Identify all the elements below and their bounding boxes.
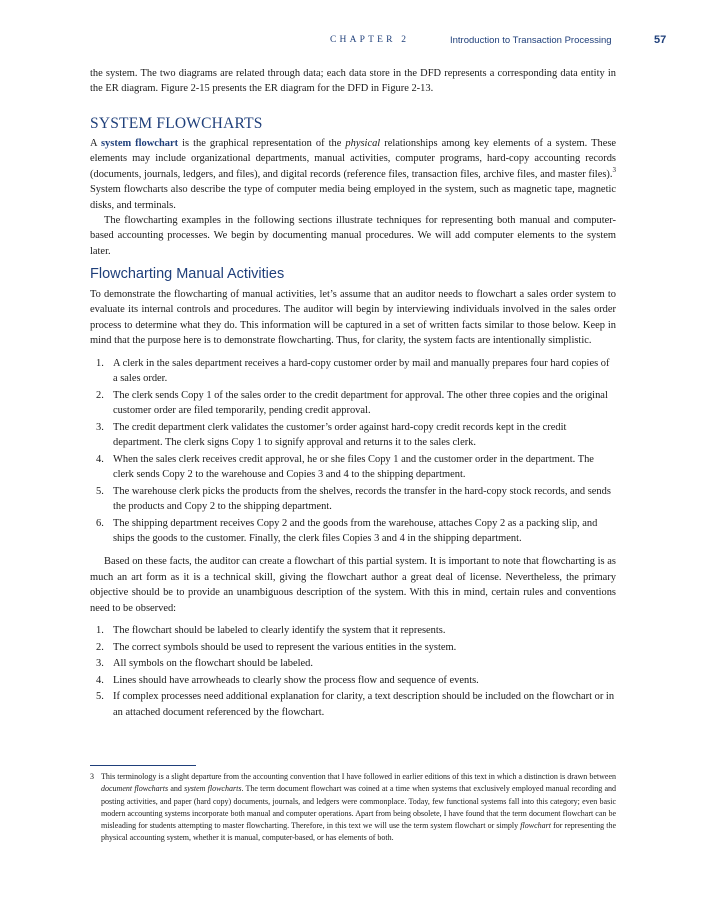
section-body (90, 136, 616, 259)
running-header (0, 35, 719, 51)
subsection-paragraph-2: Based on these facts, the auditor can create a flowchart of this partial system. It is important to note that flowcharting is as much an art form as it is a technical skill, giving the flowchart author a great deal of license. Nevertheless, the primary objective should be to provide an unambiguous description of the system. With this in mind, certain rules and conventions need to be observed: (90, 556, 616, 614)
list-item: 3. All symbols on the flowchart should be labeled. (96, 658, 314, 670)
footnote-number: 3 (90, 772, 94, 781)
chapter-label: CHAPTER 2 (330, 35, 410, 45)
list-item: 2. The clerk sends Copy 1 of the sales order to the credit department for approval. The other three copies and the original customer order are filed temporarily, pending credit approval. (96, 389, 608, 417)
section-paragraph-2: The flowcharting examples in the following sections illustrate techniques for representing both manual and computer-based accounting processes. We begin by documenting manual procedures. We will add computer elements to the system later. (90, 215, 616, 257)
page-number: 57 (654, 34, 667, 46)
list-item: 5. If complex processes need additional explanation for clarity, a text description should be included on the flowchart or in an attached document referenced by the flowchart. (96, 691, 615, 718)
list-item: 4. Lines should have arrowheads to clearly show the process flow and sequence of events. (96, 674, 479, 686)
subsection-body (90, 287, 616, 721)
footnote-divider (90, 765, 196, 766)
footnote-text: This terminology is a slight departure from the accounting convention that I have followed in earlier editions of this text in which a distinction is drawn between document flowcharts and system flowcharts. The term document flowchart was coined at a time when systems that exclusively employed manual recording and posting activities, and paper (hard copy) documents, journals, and ledgers were commonplace. Today, few functional systems fall into this category; even basic modern accounting systems incorporate both manual and computer operations. Apart from being obsolete, I have found that the term document flowchart can be misleading for students attempting to master flowcharting. Therefore, in this text we will use the term system flowchart or simply flowchart for representing the physical accounting system, whether it is manual, computer-based, or has elements of both. (101, 772, 617, 843)
key-term: system flowchart (101, 138, 179, 149)
subsection-paragraph-1: To demonstrate the flowcharting of manual activities, let’s assume that an auditor needs to flowchart a sales order system to evaluate its internal controls and procedures. The auditor will begin by interviewing individuals involved in the sales order process to determine what they do. This information will be captured in a set of written facts similar to those below. Keep in mind that the purpose here is to demonstrate flowcharting. Thus, for clarity, the system facts are intentionally simplistic. (90, 289, 616, 347)
intro-block (90, 66, 616, 97)
footnote-marker: 3 (612, 165, 616, 174)
list-item: 4. When the sales clerk receives credit approval, he or she files Copy 1 and the customer order in the department. The clerk sends Copy 2 to the warehouse and Copies 3 and 4 to the shipping department. (96, 453, 594, 481)
list-item: 1. The flowchart should be labeled to clearly identify the system that it represents. (96, 625, 446, 637)
section-heading: SYSTEM FLOWCHARTS (90, 115, 263, 132)
list-item: 6. The shipping department receives Copy 2 and the goods from the warehouse, attaches Copy 2 as a packing slip, and ships the goods to the customer. Finally, the clerk files Copies 3 and 4 in the shipping department. (96, 517, 598, 545)
list-item: 5. The warehouse clerk picks the products from the shelves, records the transfer in the hard-copy stock records, and sends the products and Copy 2 to the shipping department. (96, 485, 611, 513)
list-item: 2. The correct symbols should be used to represent the various entities in the system. (96, 641, 457, 653)
subsection-heading: Flowcharting Manual Activities (90, 266, 285, 282)
chapter-title: Introduction to Transaction Processing (450, 35, 612, 46)
footnote (90, 771, 616, 845)
flowchart-rules-list (90, 623, 616, 720)
list-item: 3. The credit department clerk validates the customer’s order against hard-copy credit records kept in the credit department. The clerk signs Copy 1 to signify approval and returns it to the sales clerk. (96, 421, 567, 449)
list-item: 1. A clerk in the sales department receives a hard-copy customer order by mail and manually prepares four hard copies of a sales order. (96, 357, 610, 385)
intro-paragraph: the system. The two diagrams are related through data; each data store in the DFD represents a corresponding data entity in the ER diagram. Figure 2-15 presents the ER diagram for the DFD in Figure 2-13. (90, 68, 616, 95)
system-facts-list (90, 356, 616, 547)
section-paragraph-1: A system flowchart is the graphical representation of the physical relationships among key elements of a system. These elements may include organizational departments, manual activities, computer programs, hard-copy accounting records (documents, journals, ledgers, and files), and digital records (reference files, transaction files, archive files, and master files).$^3$ System flowcharts also describe the type of computer media being employed in the system, such as magnetic tape, magnetic disks, and terminals. (90, 138, 617, 211)
